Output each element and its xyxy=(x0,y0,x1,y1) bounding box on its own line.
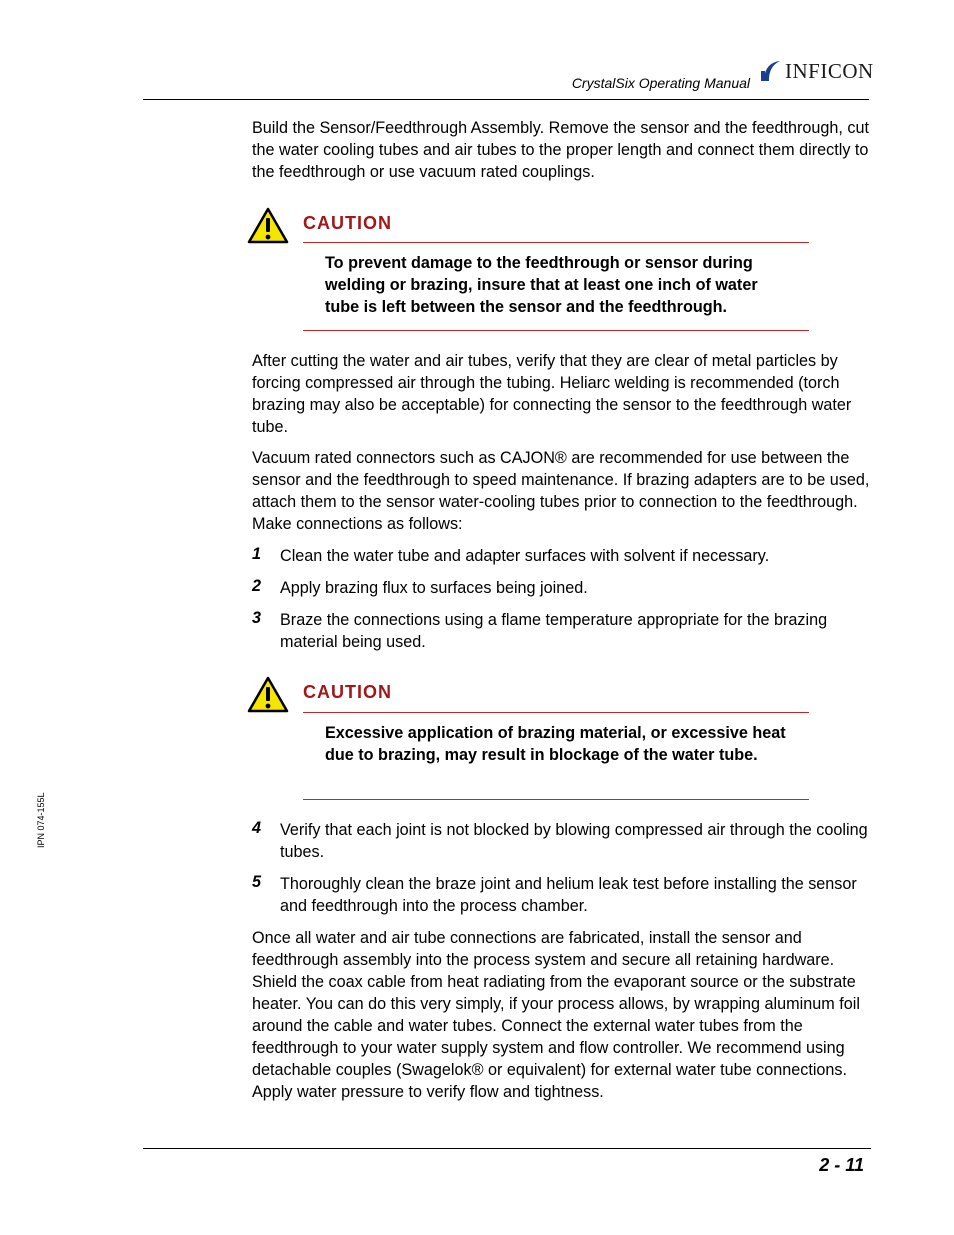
inficon-swoosh-icon xyxy=(760,59,782,83)
caution-bottom-rule xyxy=(303,330,809,331)
footer-rule xyxy=(143,1148,871,1149)
caution-title: CAUTION xyxy=(303,682,392,702)
step-text: Apply brazing flux to surfaces being joined. xyxy=(280,579,588,597)
step-text: Verify that each joint is not blocked by blowing compressed air through the cooling tubes. xyxy=(280,821,868,861)
logo-text: INFICON xyxy=(785,58,874,83)
caution-top-rule xyxy=(303,712,809,713)
caution-text-brazing: Excessive application of brazing material, or excessive heat due to brazing, may result in blockage of the water tube. xyxy=(325,724,786,764)
caution-top-rule xyxy=(303,242,809,243)
step-number: 3 xyxy=(252,609,262,627)
caution-text-welding: To prevent damage to the feedthrough or sensor during welding or brazing, insure that at least one inch of water tube is left between the sensor and the feedthrough. xyxy=(325,254,758,316)
step-text: Clean the water tube and adapter surfaces with solvent if necessary. xyxy=(280,547,770,565)
ipn-label: IPN 074-155L xyxy=(36,792,46,848)
inficon-logo xyxy=(760,58,874,84)
paragraph-cutting-tubes: After cutting the water and air tubes, verify that they are clear of metal particles by forcing compressed air through the tubing. Heliarc welding is recommended (torch brazing may also be acceptable) for connecting the sensor to the feedthrough water tube. xyxy=(252,352,852,436)
step-text: Braze the connections using a flame temperature appropriate for the brazing material being used. xyxy=(280,611,828,651)
warning-triangle-icon xyxy=(247,207,289,244)
paragraph-final-installation: Once all water and air tube connections are fabricated, install the sensor and feedthrough assembly into the process system and secure all retaining hardware. Shield the coax cable from heat radiating from the evaporant source or the substrate heater. You can do this very simply, if your process allows, by wrapping aluminum foil around the cable and water tubes. Connect the external water tubes from the feedthrough to your water supply system and flow controller. We recommend using detachable couples (Swagelok® or equivalent) for external water tube connections. Apply water pressure to verify flow and tightness. xyxy=(252,929,860,1101)
step-text: Thoroughly clean the braze joint and helium leak test before installing the sensor and feedthrough into the process chamber. xyxy=(280,875,857,915)
caution-title: CAUTION xyxy=(303,213,392,233)
warning-triangle-icon xyxy=(247,676,289,713)
paragraph-connectors: Vacuum rated connectors such as CAJON® are recommended for use between the sensor and the feedthrough to speed maintenance. If brazing adapters are to be used, attach them to the sensor water-cooling tubes prior to connection to the feedthrough. Make connections as follows: xyxy=(252,449,870,533)
step-number: 4 xyxy=(252,819,262,837)
manual-title: CrystalSix Operating Manual xyxy=(571,75,750,91)
step-number: 5 xyxy=(252,873,262,891)
step-number: 2 xyxy=(252,577,262,595)
paragraph-sensor-assembly: Build the Sensor/Feedthrough Assembly. Remove the sensor and the feedthrough, cut the water cooling tubes and air tubes to the proper length and connect them directly to the feedthrough or use vacuum rated couplings. xyxy=(252,119,869,181)
caution-bottom-rule xyxy=(303,799,809,800)
page-number: 2 - 11 xyxy=(819,1155,864,1175)
step-number: 1 xyxy=(252,545,262,563)
header-rule xyxy=(143,99,869,100)
